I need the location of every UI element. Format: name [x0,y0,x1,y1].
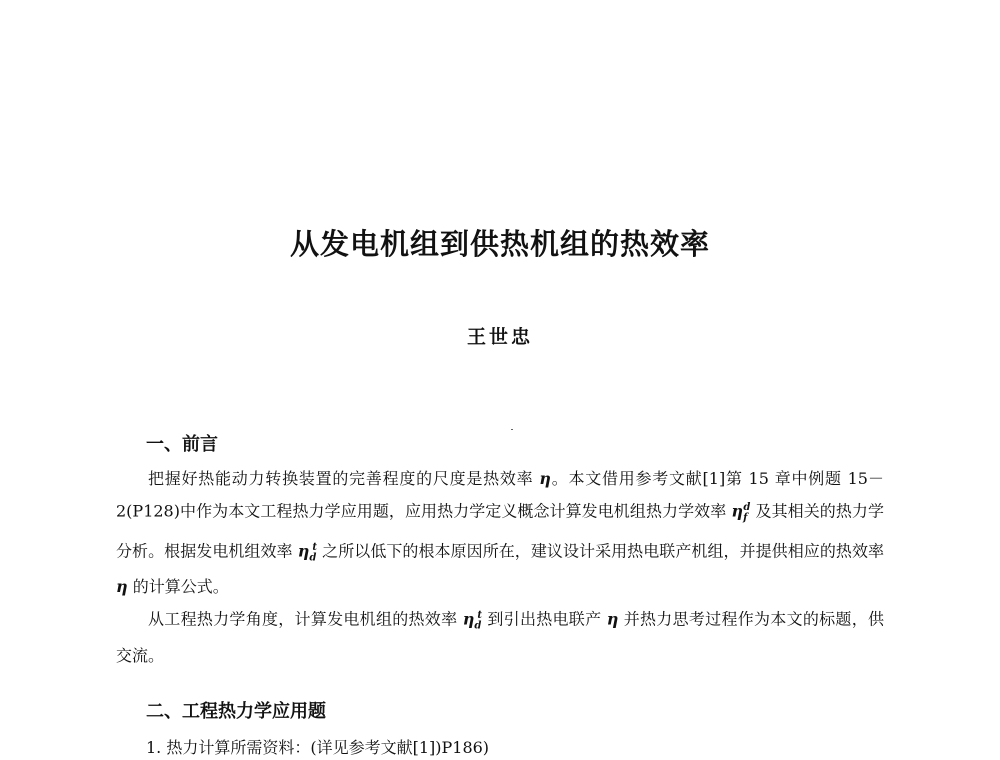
preface-paragraph-2 [116,601,884,670]
p1-text-b: 。本文借用参考文献[1]第 15 章中例题 15－2(P128)中作为本文工程热力学应用题，应用热力学定义概念计算发电机组热力学效率 [116,469,884,521]
p1-text-a: 把握好热能动力转换装置的完善程度的尺度是热效率 [148,469,540,488]
p2-text-a: 从工程热力学角度，计算发电机组的热效率 [148,609,463,629]
eta-symbol: η [606,609,619,629]
p1-text-c: 及其相关的热力学分析。根据发电机组效率 [116,501,884,560]
eta-symbol: η [297,540,310,560]
author-name: 王世忠 [466,326,533,348]
eta-subscript: d [309,552,317,564]
list-item-1: 1. 热力计算所需资料：(详见参考文献[1])P186) [146,738,490,757]
preface-body [116,464,884,670]
preface-paragraph-1 [116,464,884,601]
p2-text-b: 到引出热电联产 [482,609,607,629]
section-heading-application: 二、工程热力学应用题 [146,701,326,722]
eta-symbol: η [462,609,475,629]
eta-subscript: f [743,512,748,524]
eta-symbol: η [731,501,744,521]
paper-title: 从发电机组到供热机组的热效率 [289,227,710,261]
eta-symbol: η [116,577,128,597]
eta-symbol: η [539,469,551,488]
p2-text-c: 并热力思考过程作为本文的标题，供交流。 [116,609,884,665]
p1-text-e: 的计算公式。 [127,577,229,597]
p1-text-d: 之所以低下的根本原因所在，建议设计采用热电联产机组，并提供相应的热效率 [317,540,884,560]
eta-superscript: d [743,502,751,513]
eta-superscript: t [477,610,483,622]
eta-subscript: d [474,620,482,632]
eta-superscript: t [312,541,318,553]
scan-speck [511,429,513,430]
section-heading-preface: 一、前言 [146,434,218,455]
